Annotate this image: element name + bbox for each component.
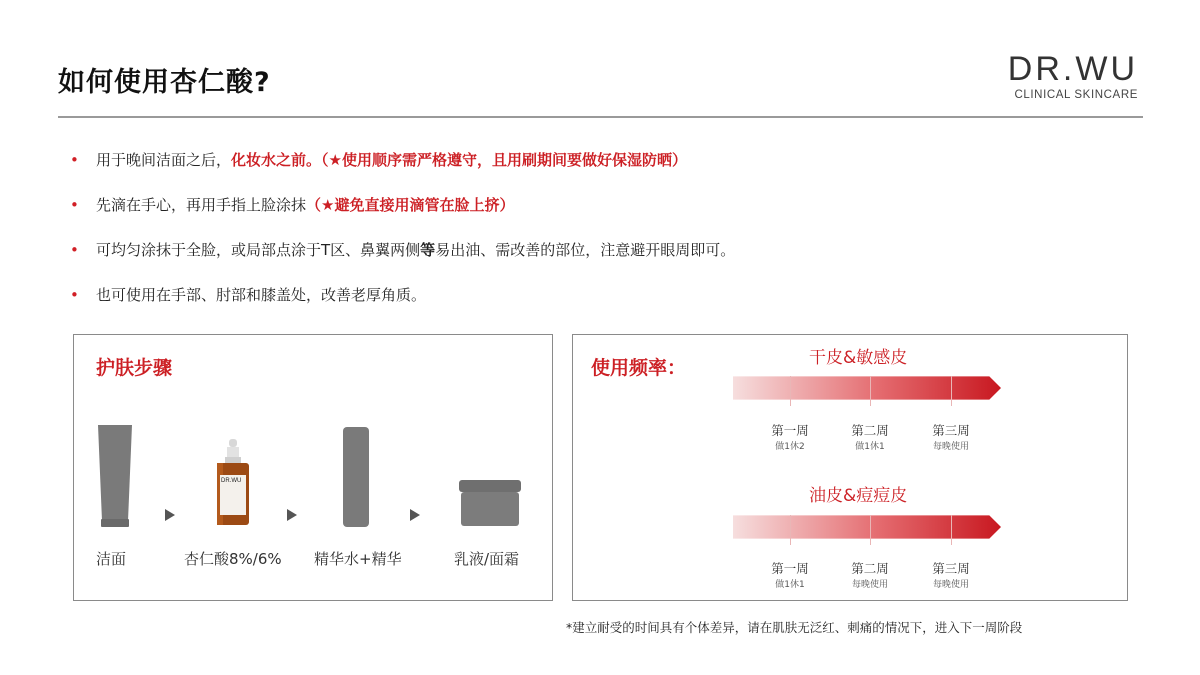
frequency-label: 做1休2 [775,442,805,452]
instruction-item: • 也可使用在手部、肘部和膝盖处，改善老厚角质。 [70,284,735,306]
skin-type-label: 干皮&敏感皮 [809,348,908,368]
cleanser-tube-icon [98,425,132,527]
step-label-cleanser: 洁面 [96,550,127,568]
week-label: 第三周 [932,561,970,576]
step-arrow-icon [165,509,175,521]
frequency-label: 每晚使用 [851,580,888,590]
page-title: 如何使用杏仁酸? [58,67,271,98]
week-label: 第一周 [771,561,809,576]
week-label: 第二周 [851,423,889,438]
serum-bottle-icon: DR.WU [216,439,250,525]
logo-tagline: CLINICAL SKINCARE [1014,89,1138,101]
week-tick [951,376,952,406]
week-label: 第二周 [851,561,889,576]
week-tick [870,376,871,406]
week-tick [790,376,791,406]
skin-type-label: 油皮&痘痘皮 [809,486,908,506]
brand-logo [1008,52,1138,101]
week-label: 第一周 [771,423,809,438]
frequency-label: 每晚使用 [932,442,969,452]
logo-wordmark: DR.WU [1007,50,1138,88]
usage-frequency-title: 使用频率： [591,357,687,379]
step-label-serum: 杏仁酸8%/6% [184,550,282,568]
instruction-item: • 先滴在手心，再用手指上脸涂抹（★避免直接用滴管在脸上挤） [70,194,735,216]
instruction-emphasis: 化妆水之前。（★使用顺序需严格遵守，且用刷期间要做好保湿防晒） [231,151,687,169]
step-arrow-icon [287,509,297,521]
step-label-essence: 精华水+精华 [314,550,402,568]
instruction-emphasis: （★避免直接用滴管在脸上挤） [306,196,515,214]
frequency-label: 做1休1 [855,442,885,452]
week-tick [951,515,952,545]
skincare-steps-panel [73,334,553,601]
step-label-cream: 乳液/面霜 [454,550,520,568]
instruction-item: • 可均匀涂抹于全脸，或局部点涂于T区、鼻翼两侧等易出油、需改善的部位，注意避开眼周即可。 [70,239,735,261]
week-tick [870,515,871,545]
cream-jar-icon [459,480,521,526]
progression-bar [733,515,1001,539]
progression-bar [733,376,1001,400]
frequency-label: 每晚使用 [932,580,969,590]
essence-bottle-icon [343,427,369,527]
instruction-item: • 用于晚间洁面之后，化妆水之前。（★使用顺序需严格遵守，且用刷期间要做好保湿防晒） [70,149,735,171]
title-divider [58,116,1143,118]
usage-frequency-panel [572,334,1128,601]
skincare-steps-title: 护肤步骤 [96,357,173,379]
step-arrow-icon [410,509,420,521]
week-label: 第三周 [932,423,970,438]
footnote: *建立耐受的时间具有个体差异，请在肌肤无泛红、刺痛的情况下，进入下一周阶段 [566,620,1023,635]
frequency-label: 做1休1 [775,580,805,590]
week-tick [790,515,791,545]
usage-instructions-list [70,149,735,329]
